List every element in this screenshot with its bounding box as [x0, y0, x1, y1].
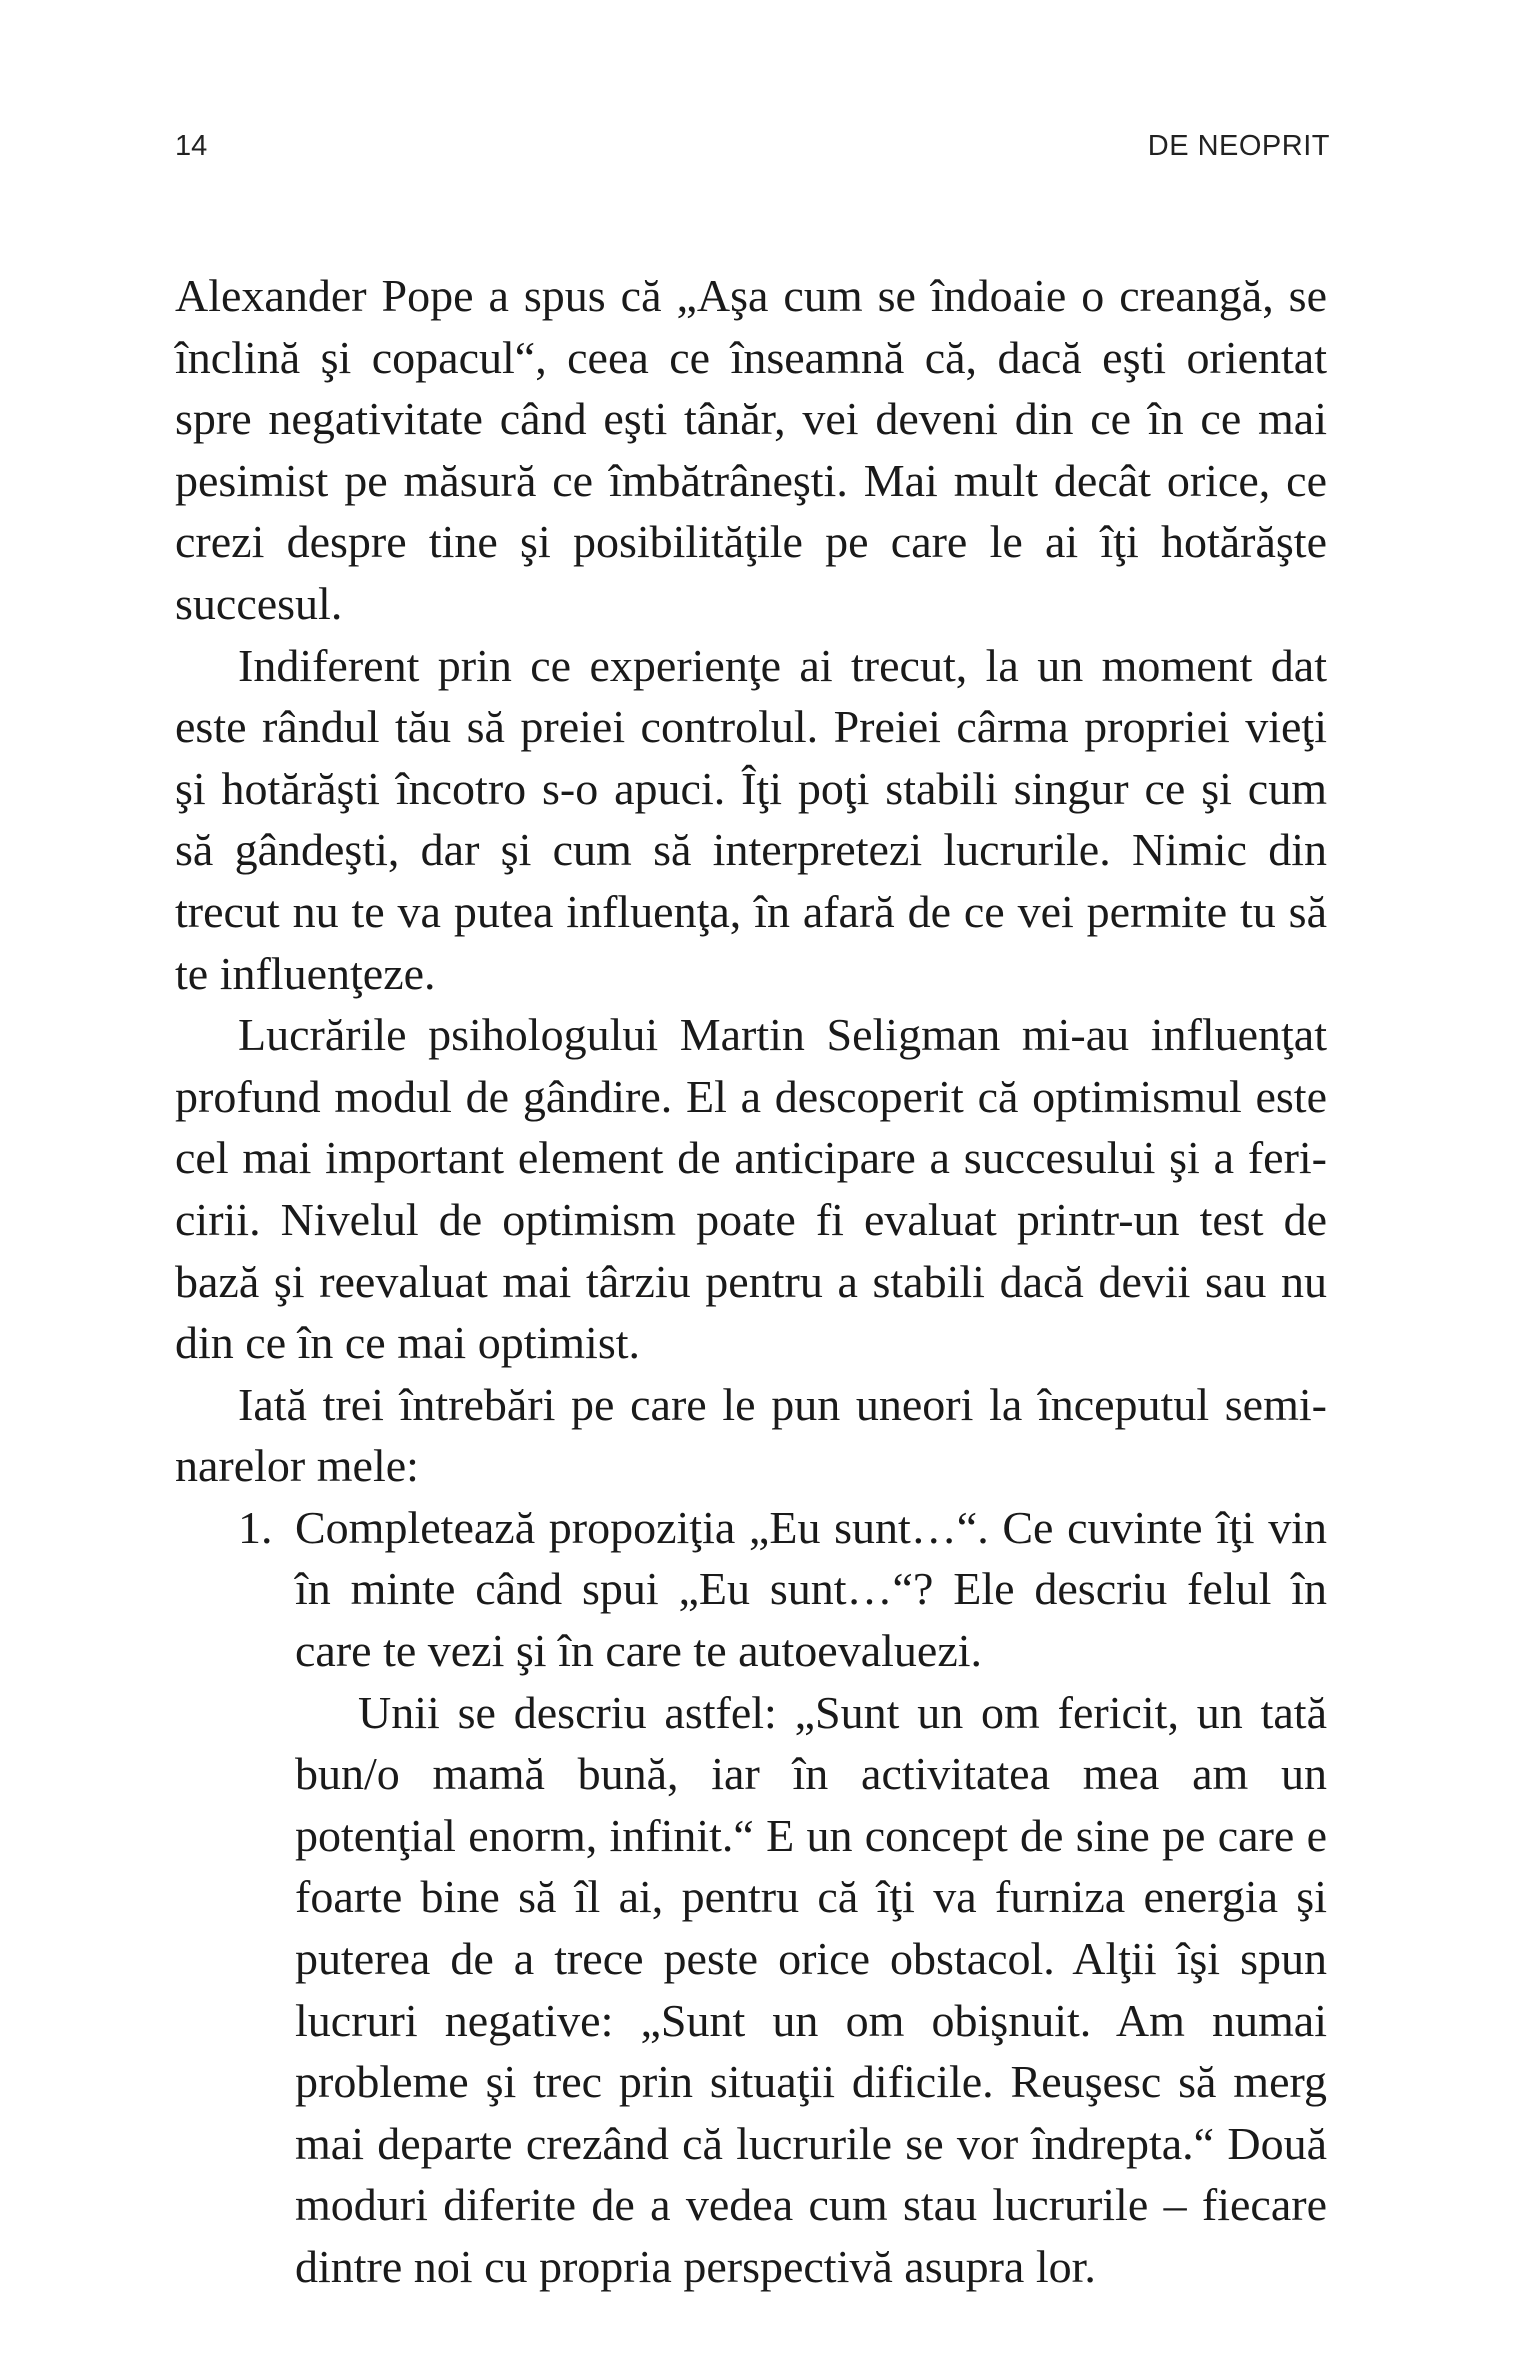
body-text [175, 265, 1327, 2298]
numbered-list [175, 1497, 1327, 2298]
list-item-text: Completează propoziţia „Eu sunt…“. Ce cuvinte îţi vin în minte când spui „Eu sunt…“? Ele descriu felul în care te vezi şi în care te autoevaluezi. [295, 1501, 1327, 1677]
paragraph: Iată trei întrebări pe care le pun uneori la începutul seminarelor mele: [175, 1378, 1327, 1492]
paragraph: Lucrările psihologului Martin Seligman mi-au influenţat profund modul de gândire. El a descoperit că optimismul este cel mai important element de anticipare a succesului şi a fericirii. Nivelul de optimism poate fi evaluat printr-un test de bază şi reevaluat mai târziu pentru a stabili dacă devii sau nu din ce în ce mai optimist. [175, 1009, 1327, 1369]
list-item-number: 1. [238, 1501, 273, 1553]
page-number: 14 [175, 130, 208, 162]
paragraph: Indiferent prin ce experienţe ai trecut, la un moment dat este rândul tău să preiei controlul. Preiei cârma propriei vieţi şi hotărăşti încotro s-o apuci. Îţi poţi stabili singur ce şi cum să gândeşti, dar şi cum să interpretezi lucrurile. Nimic din trecut nu te va putea influenţa, în afară de ce vei permite tu să te influenţeze. [175, 639, 1327, 999]
running-title: DE NEOPRIT [1147, 130, 1330, 162]
list-item-subparagraph: Unii se descriu astfel: „Sunt un om fericit, un tată bun/o mamă bună, iar în activitatea mea am un potenţial enorm, infinit.“ E un concept de sine pe care e foarte bine să îl ai, pentru că îţi va furniza energia şi puterea de a trece peste orice obstacol. Alţii îşi spun lucruri negative: „Sunt un om obişnuit. Am numai probleme şi trec prin situaţii dificile. Reuşesc să merg mai departe crezând că lucrurile se vor îndrepta.“ Două moduri diferite de a vedea cum stau lucrurile – fiecare dintre noi cu propria perspectivă asupra lor. [295, 1686, 1327, 2292]
paragraph: Alexander Pope a spus că „Aşa cum se îndoaie o creangă, se înclină şi copacul“, ceea ce înseamnă că, dacă eşti orientat spre negativitate când eşti tânăr, vei deveni din ce în ce mai pesimist pe măsură ce îmbătrâneşti. Mai mult decât orice, ce crezi despre tine şi posibilităţile pe care le ai îţi hotărăşte succesul. [175, 270, 1327, 629]
list-item [175, 1497, 1327, 2298]
